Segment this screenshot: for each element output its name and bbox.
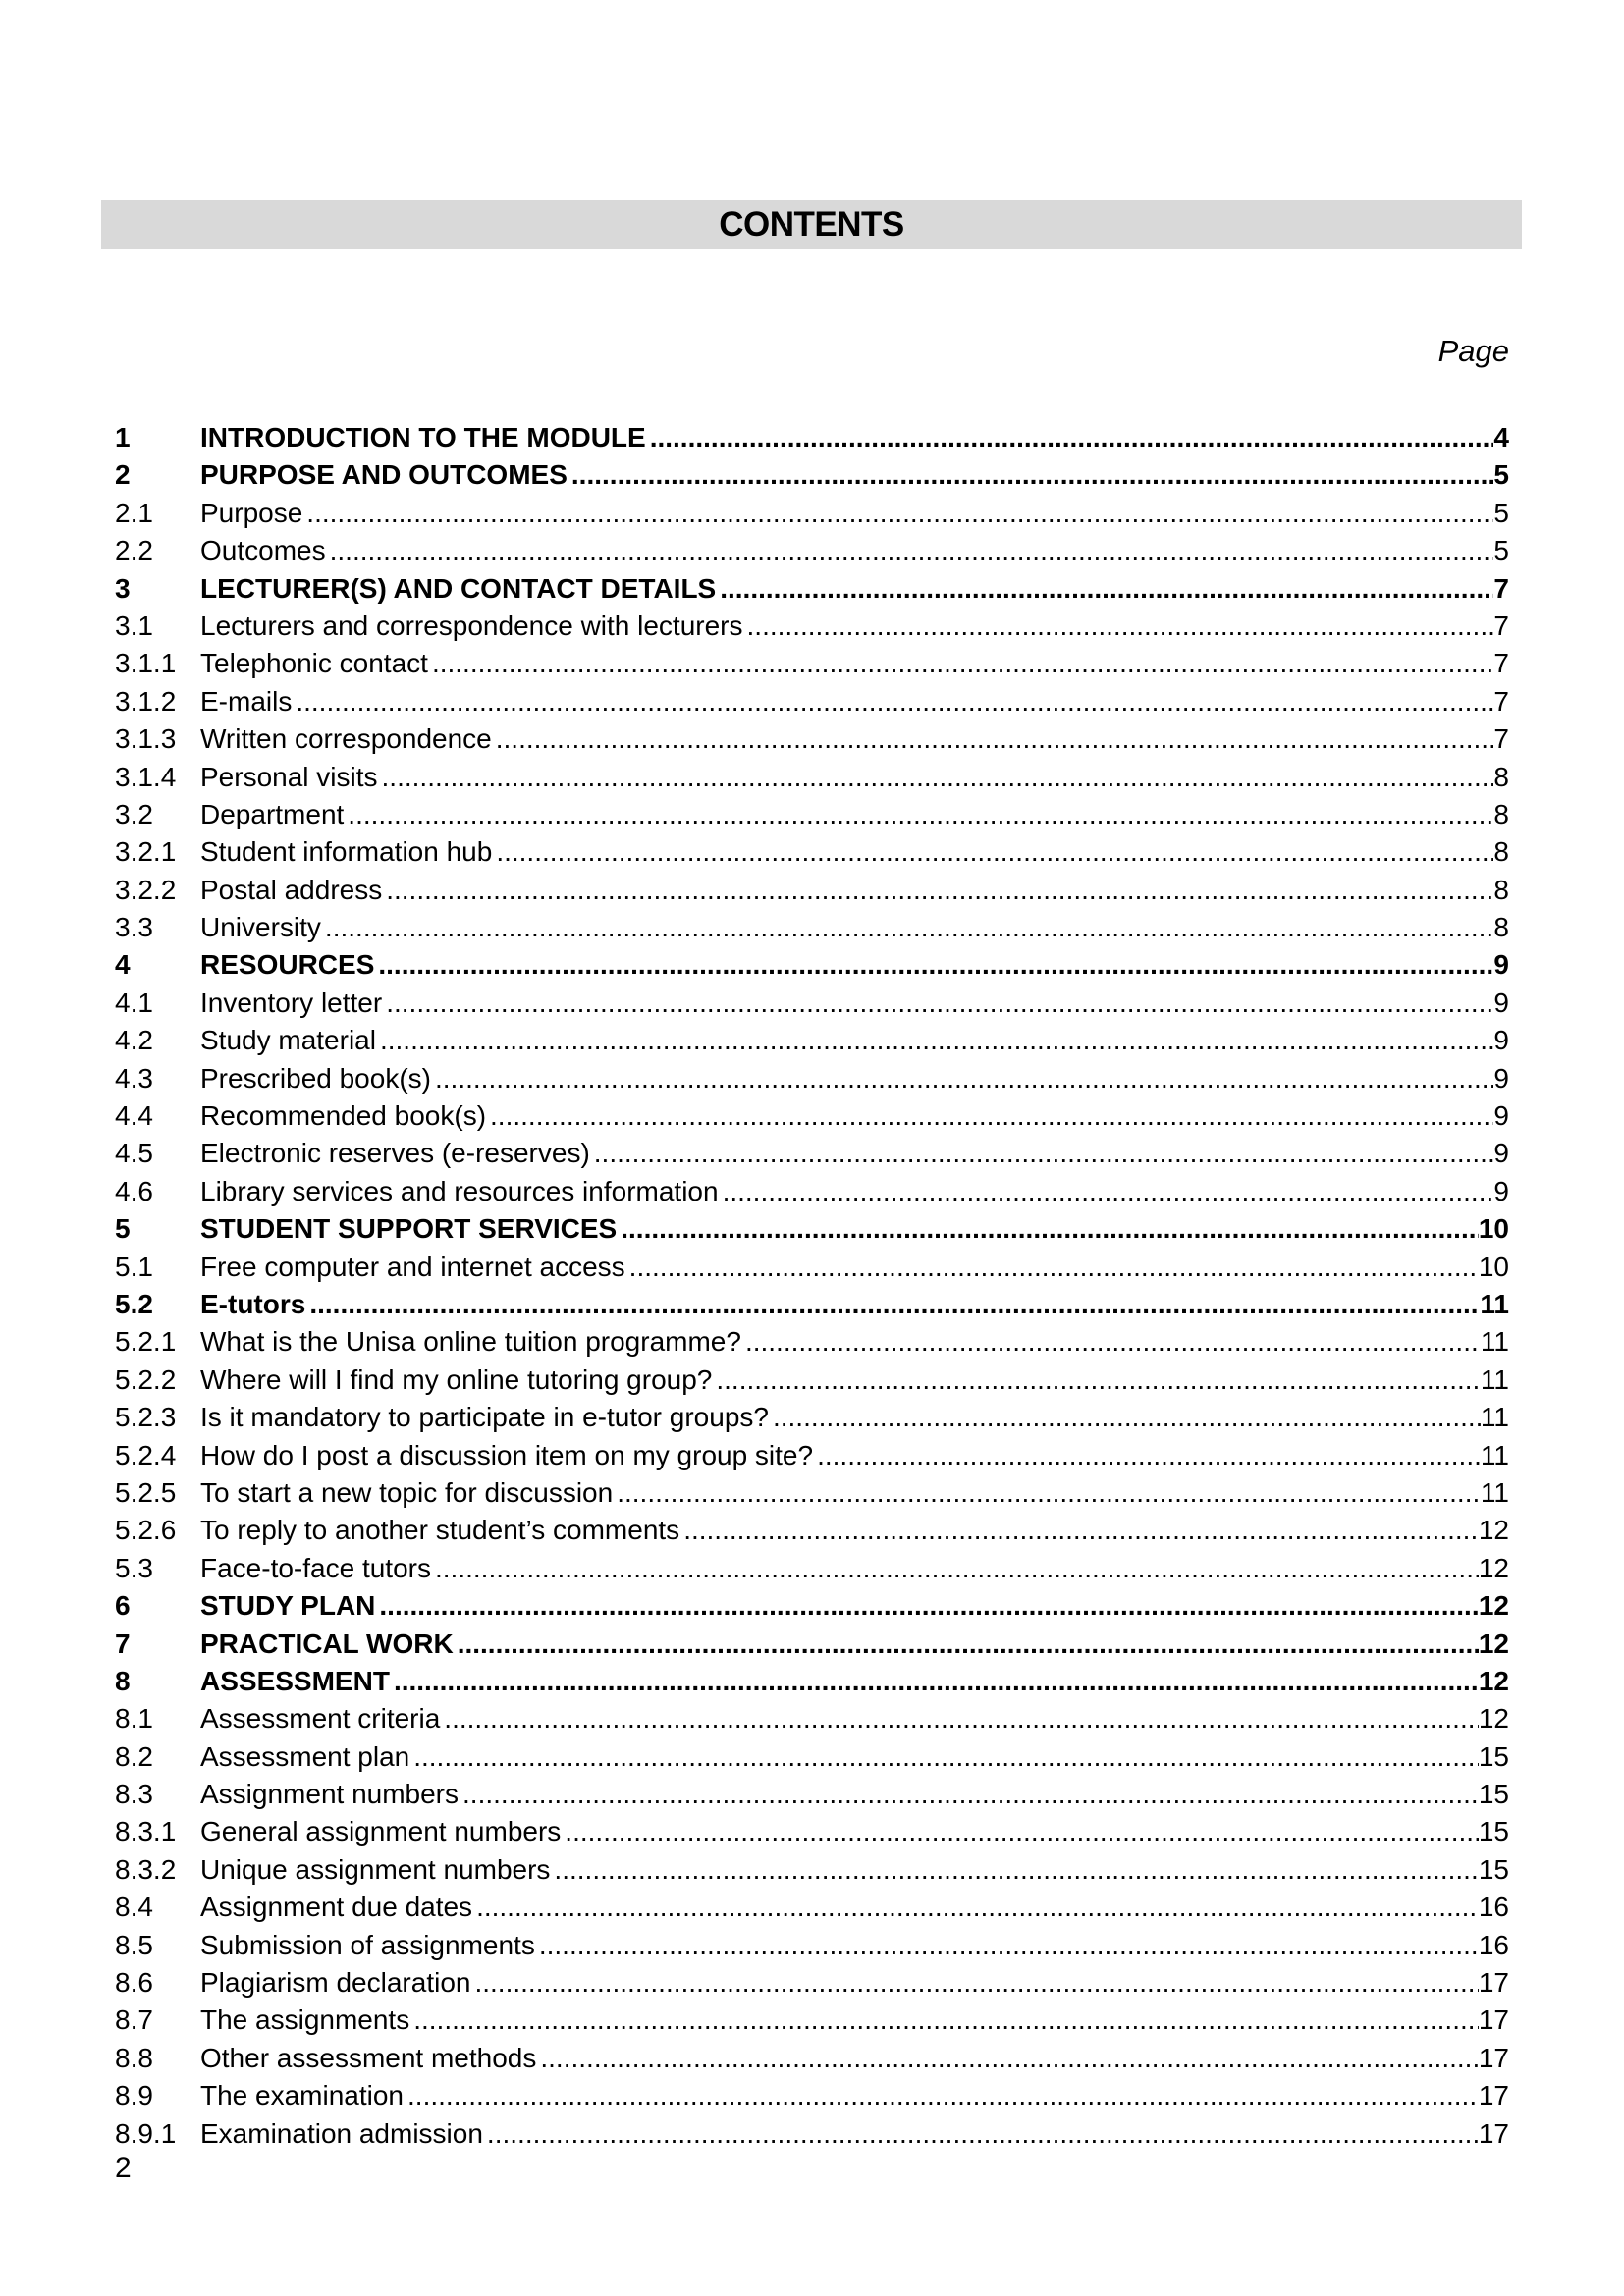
table-of-contents bbox=[115, 419, 1509, 2153]
toc-entry-page: 9 bbox=[1493, 949, 1509, 981]
toc-entry[interactable] bbox=[115, 1964, 1509, 2002]
toc-entry[interactable] bbox=[115, 833, 1509, 871]
toc-entry-title: PRACTICAL WORK bbox=[200, 1628, 454, 1659]
toc-entry[interactable] bbox=[115, 1210, 1509, 1248]
toc-entry-page: 8 bbox=[1493, 798, 1509, 829]
dot-leader bbox=[716, 570, 1493, 608]
page-title: CONTENTS bbox=[719, 205, 904, 243]
dot-leader bbox=[321, 909, 1494, 946]
toc-entry-number: 8.7 bbox=[115, 2004, 153, 2036]
toc-entry-number: 8.3 bbox=[115, 1779, 153, 1810]
toc-entry-number: 5.2.6 bbox=[115, 1515, 177, 1546]
toc-entry-page: 17 bbox=[1478, 2080, 1509, 2111]
toc-entry-number: 4.6 bbox=[115, 1175, 153, 1206]
toc-entry[interactable] bbox=[115, 2002, 1509, 2039]
toc-entry-title: Unique assignment numbers bbox=[200, 1853, 551, 1885]
toc-entry[interactable] bbox=[115, 796, 1509, 833]
toc-entry-title: Personal visits bbox=[200, 761, 378, 792]
toc-entry-number: 3.2.2 bbox=[115, 874, 177, 905]
toc-entry-page: 9 bbox=[1493, 1100, 1509, 1132]
toc-entry-number: 4.4 bbox=[115, 1100, 153, 1132]
toc-entry-title: The examination bbox=[200, 2080, 405, 2111]
toc-entry-number: 3.1.4 bbox=[115, 761, 177, 792]
toc-entry-number: 4.5 bbox=[115, 1138, 153, 1169]
toc-entry-number: 8.8 bbox=[115, 2042, 153, 2073]
toc-entry-page: 12 bbox=[1478, 1590, 1509, 1622]
dot-leader bbox=[409, 2002, 1479, 2039]
toc-entry[interactable] bbox=[115, 1437, 1509, 1474]
toc-entry-number: 5.3 bbox=[115, 1552, 153, 1583]
toc-entry-number: 8.5 bbox=[115, 1929, 153, 1960]
toc-entry-number: 4.3 bbox=[115, 1062, 153, 1094]
toc-entry-title: STUDY PLAN bbox=[200, 1590, 376, 1622]
toc-entry-title: Student information hub bbox=[200, 836, 493, 868]
toc-entry-title: Assessment plan bbox=[200, 1740, 410, 1772]
toc-entry-title: LECTURER(S) AND CONTACT DETAILS bbox=[200, 572, 717, 604]
toc-entry-title: University bbox=[200, 912, 321, 943]
toc-entry-number: 2 bbox=[115, 459, 131, 491]
toc-entry-title: Purpose bbox=[200, 497, 303, 528]
dot-leader bbox=[374, 946, 1493, 984]
toc-entry-page: 7 bbox=[1493, 610, 1509, 641]
toc-entry-number: 5.2.5 bbox=[115, 1476, 177, 1508]
page-column-label: Page bbox=[1437, 334, 1509, 368]
dot-leader bbox=[719, 1173, 1494, 1210]
dot-leader bbox=[404, 2077, 1479, 2114]
dot-leader bbox=[741, 1323, 1481, 1361]
toc-entry-number: 8.2 bbox=[115, 1740, 153, 1772]
toc-entry-page: 7 bbox=[1493, 648, 1509, 679]
toc-entry-title: E-tutors bbox=[200, 1288, 306, 1319]
toc-entry-page: 17 bbox=[1478, 2117, 1509, 2149]
dot-leader bbox=[561, 1813, 1479, 1850]
toc-entry-number: 3.3 bbox=[115, 912, 153, 943]
toc-entry-page: 12 bbox=[1478, 1515, 1509, 1546]
toc-entry[interactable] bbox=[115, 1362, 1509, 1399]
dot-leader bbox=[378, 759, 1494, 796]
toc-entry-page: 7 bbox=[1493, 723, 1509, 755]
toc-entry[interactable] bbox=[115, 985, 1509, 1022]
toc-entry-number: 2.2 bbox=[115, 535, 153, 566]
toc-entry[interactable] bbox=[115, 2115, 1509, 2153]
toc-entry[interactable] bbox=[115, 1738, 1509, 1776]
toc-entry-page: 4 bbox=[1493, 422, 1509, 453]
toc-entry-page: 15 bbox=[1478, 1779, 1509, 1810]
toc-entry-title: Is it mandatory to participate in e-tutor groups? bbox=[200, 1402, 769, 1433]
toc-entry-number: 7 bbox=[115, 1628, 131, 1659]
dot-leader bbox=[440, 1700, 1479, 1737]
toc-entry-page: 15 bbox=[1478, 1816, 1509, 1847]
toc-entry-page: 15 bbox=[1478, 1740, 1509, 1772]
toc-entry-title: Face-to-face tutors bbox=[200, 1552, 431, 1583]
toc-entry-title: E-mails bbox=[200, 685, 293, 717]
page-number: 2 bbox=[115, 2152, 132, 2184]
dot-leader bbox=[472, 1889, 1479, 1926]
dot-leader bbox=[409, 1738, 1479, 1776]
toc-entry[interactable] bbox=[115, 1776, 1509, 1813]
toc-entry-title: Submission of assignments bbox=[200, 1929, 535, 1960]
toc-entry[interactable] bbox=[115, 1323, 1509, 1361]
toc-entry-number: 3.1 bbox=[115, 610, 153, 641]
toc-entry-title: Telephonic contact bbox=[200, 648, 428, 679]
toc-entry-number: 5 bbox=[115, 1213, 131, 1245]
toc-entry-page: 16 bbox=[1478, 1892, 1509, 1923]
toc-entry[interactable] bbox=[115, 872, 1509, 909]
toc-entry-page: 9 bbox=[1493, 1175, 1509, 1206]
toc-entry[interactable] bbox=[115, 1663, 1509, 1700]
toc-entry-page: 12 bbox=[1478, 1703, 1509, 1735]
dot-leader bbox=[712, 1362, 1481, 1399]
toc-entry-title: Assessment criteria bbox=[200, 1703, 441, 1735]
dot-leader bbox=[492, 833, 1493, 871]
toc-entry[interactable] bbox=[115, 721, 1509, 758]
toc-entry[interactable] bbox=[115, 1626, 1509, 1663]
dot-leader bbox=[375, 1587, 1478, 1625]
toc-entry[interactable] bbox=[115, 1135, 1509, 1172]
dot-leader bbox=[326, 532, 1494, 569]
toc-entry-number: 8.1 bbox=[115, 1703, 153, 1735]
toc-entry[interactable] bbox=[115, 1587, 1509, 1625]
toc-entry-number: 3.2.1 bbox=[115, 836, 177, 868]
dot-leader bbox=[382, 985, 1493, 1022]
toc-entry[interactable] bbox=[115, 1474, 1509, 1512]
toc-entry[interactable] bbox=[115, 1550, 1509, 1587]
toc-entry[interactable] bbox=[115, 1097, 1509, 1135]
toc-entry-title: Assignment numbers bbox=[200, 1779, 460, 1810]
toc-entry[interactable] bbox=[115, 1249, 1509, 1286]
dot-leader bbox=[492, 721, 1494, 758]
toc-entry-title: General assignment numbers bbox=[200, 1816, 562, 1847]
toc-entry[interactable] bbox=[115, 1060, 1509, 1097]
toc-entry-number: 4 bbox=[115, 949, 131, 981]
toc-entry-number: 5.2.4 bbox=[115, 1439, 177, 1470]
toc-entry[interactable] bbox=[115, 1851, 1509, 1889]
toc-entry[interactable] bbox=[115, 608, 1509, 645]
dot-leader bbox=[536, 2040, 1478, 2077]
toc-entry-page: 8 bbox=[1493, 761, 1509, 792]
toc-entry-title: Other assessment methods bbox=[200, 2042, 537, 2073]
toc-entry-title: PURPOSE AND OUTCOMES bbox=[200, 459, 568, 491]
toc-entry-page: 17 bbox=[1478, 2004, 1509, 2036]
dot-leader bbox=[292, 683, 1493, 721]
toc-entry[interactable] bbox=[115, 1399, 1509, 1436]
toc-entry-number: 3.1.1 bbox=[115, 648, 177, 679]
toc-entry-title: Outcomes bbox=[200, 535, 326, 566]
toc-entry-title: Free computer and internet access bbox=[200, 1251, 625, 1282]
toc-entry-number: 8.9.1 bbox=[115, 2117, 177, 2149]
toc-entry-page: 7 bbox=[1493, 572, 1509, 604]
toc-entry-number: 5.2.3 bbox=[115, 1402, 177, 1433]
toc-entry-number: 5.1 bbox=[115, 1251, 153, 1282]
toc-entry[interactable] bbox=[115, 456, 1509, 494]
toc-entry-number: 3.1.3 bbox=[115, 723, 177, 755]
toc-entry-title: Assignment due dates bbox=[200, 1892, 473, 1923]
toc-entry-title: STUDENT SUPPORT SERVICES bbox=[200, 1213, 618, 1245]
toc-entry-page: 8 bbox=[1493, 912, 1509, 943]
toc-entry[interactable] bbox=[115, 1173, 1509, 1210]
toc-entry-title: Electronic reserves (e-reserves) bbox=[200, 1138, 590, 1169]
dot-leader bbox=[431, 1550, 1479, 1587]
toc-entry-title: To start a new topic for discussion bbox=[200, 1476, 614, 1508]
toc-entry-page: 11 bbox=[1480, 1363, 1509, 1395]
dot-leader bbox=[550, 1851, 1478, 1889]
dot-leader bbox=[743, 608, 1494, 645]
dot-leader bbox=[305, 1286, 1480, 1323]
dot-leader bbox=[390, 1663, 1479, 1700]
dot-leader bbox=[470, 1964, 1478, 2002]
toc-entry-number: 8.4 bbox=[115, 1892, 153, 1923]
toc-entry[interactable] bbox=[115, 1512, 1509, 1549]
toc-entry-title: Where will I find my online tutoring group? bbox=[200, 1363, 713, 1395]
toc-entry-number: 4.2 bbox=[115, 1025, 153, 1056]
toc-entry-title: Department bbox=[200, 798, 345, 829]
toc-entry-page: 8 bbox=[1493, 874, 1509, 905]
toc-entry-number: 6 bbox=[115, 1590, 131, 1622]
toc-entry-page: 15 bbox=[1478, 1853, 1509, 1885]
dot-leader bbox=[813, 1437, 1481, 1474]
toc-entry-page: 5 bbox=[1493, 497, 1509, 528]
toc-entry-page: 12 bbox=[1478, 1628, 1509, 1659]
dot-leader bbox=[617, 1210, 1479, 1248]
toc-entry-number: 8.9 bbox=[115, 2080, 153, 2111]
toc-entry-title: How do I post a discussion item on my group site? bbox=[200, 1439, 814, 1470]
toc-entry-page: 9 bbox=[1493, 1138, 1509, 1169]
toc-entry-number: 8.3.2 bbox=[115, 1853, 177, 1885]
toc-entry[interactable] bbox=[115, 759, 1509, 796]
dot-leader bbox=[769, 1399, 1481, 1436]
toc-entry-title: What is the Unisa online tuition programme? bbox=[200, 1326, 741, 1358]
toc-entry[interactable] bbox=[115, 1286, 1509, 1323]
dot-leader bbox=[568, 456, 1494, 494]
toc-entry-title: Library services and resources information bbox=[200, 1175, 719, 1206]
toc-entry-title: Examination admission bbox=[200, 2117, 483, 2149]
toc-entry-page: 11 bbox=[1480, 1476, 1509, 1508]
dot-leader bbox=[459, 1776, 1479, 1813]
toc-entry-number: 8.3.1 bbox=[115, 1816, 177, 1847]
toc-entry-page: 5 bbox=[1493, 535, 1509, 566]
toc-entry-page: 10 bbox=[1478, 1213, 1509, 1245]
toc-entry-page: 8 bbox=[1493, 836, 1509, 868]
toc-entry[interactable] bbox=[115, 946, 1509, 984]
toc-entry-page: 12 bbox=[1478, 1552, 1509, 1583]
toc-entry-page: 17 bbox=[1478, 1967, 1509, 1999]
toc-entry-number: 8.6 bbox=[115, 1967, 153, 1999]
toc-entry-number: 8 bbox=[115, 1665, 131, 1696]
dot-leader bbox=[625, 1249, 1479, 1286]
toc-entry[interactable] bbox=[115, 683, 1509, 721]
toc-entry[interactable] bbox=[115, 1700, 1509, 1737]
toc-entry[interactable] bbox=[115, 532, 1509, 569]
toc-entry[interactable] bbox=[115, 419, 1509, 456]
dot-leader bbox=[302, 495, 1493, 532]
toc-entry-number: 3.2 bbox=[115, 798, 153, 829]
toc-entry-page: 11 bbox=[1480, 1288, 1509, 1319]
toc-entry-title: RESOURCES bbox=[200, 949, 375, 981]
toc-entry-number: 5.2 bbox=[115, 1288, 153, 1319]
toc-entry[interactable] bbox=[115, 2040, 1509, 2077]
dot-leader bbox=[344, 796, 1493, 833]
dot-leader bbox=[431, 1060, 1493, 1097]
toc-entry-title: Written correspondence bbox=[200, 723, 492, 755]
toc-entry-page: 9 bbox=[1493, 987, 1509, 1018]
toc-entry-page: 16 bbox=[1478, 1929, 1509, 1960]
toc-entry-title: Lecturers and correspondence with lecturers bbox=[200, 610, 743, 641]
toc-entry-title: INTRODUCTION TO THE MODULE bbox=[200, 422, 646, 453]
toc-entry[interactable] bbox=[115, 2077, 1509, 2114]
dot-leader bbox=[613, 1474, 1481, 1512]
toc-entry-page: 11 bbox=[1480, 1326, 1509, 1358]
toc-entry-number: 2.1 bbox=[115, 497, 153, 528]
toc-entry-title: Inventory letter bbox=[200, 987, 383, 1018]
toc-entry-page: 9 bbox=[1493, 1025, 1509, 1056]
toc-entry[interactable] bbox=[115, 1813, 1509, 1850]
toc-entry-page: 11 bbox=[1480, 1439, 1509, 1470]
toc-entry[interactable] bbox=[115, 1022, 1509, 1059]
dot-leader bbox=[590, 1135, 1494, 1172]
toc-entry-title: To reply to another student’s comments bbox=[200, 1515, 680, 1546]
toc-entry-page: 5 bbox=[1493, 459, 1509, 491]
toc-entry[interactable] bbox=[115, 495, 1509, 532]
dot-leader bbox=[376, 1022, 1493, 1059]
toc-entry-page: 7 bbox=[1493, 685, 1509, 717]
toc-entry-title: Prescribed book(s) bbox=[200, 1062, 431, 1094]
toc-entry[interactable] bbox=[115, 645, 1509, 682]
toc-entry-number: 3 bbox=[115, 572, 131, 604]
toc-entry-number: 5.2.1 bbox=[115, 1326, 177, 1358]
toc-entry-title: The assignments bbox=[200, 2004, 410, 2036]
toc-entry-title: Postal address bbox=[200, 874, 383, 905]
dot-leader bbox=[454, 1626, 1479, 1663]
toc-entry-page: 9 bbox=[1493, 1062, 1509, 1094]
toc-entry-page: 11 bbox=[1480, 1402, 1509, 1433]
dot-leader bbox=[646, 419, 1494, 456]
dot-leader bbox=[486, 1097, 1493, 1135]
dot-leader bbox=[679, 1512, 1479, 1549]
toc-entry-number: 1 bbox=[115, 422, 131, 453]
toc-entry[interactable] bbox=[115, 909, 1509, 946]
toc-entry[interactable] bbox=[115, 1927, 1509, 1964]
dot-leader bbox=[382, 872, 1493, 909]
toc-entry-number: 5.2.2 bbox=[115, 1363, 177, 1395]
toc-entry-page: 10 bbox=[1478, 1251, 1509, 1282]
toc-entry-page: 17 bbox=[1478, 2042, 1509, 2073]
toc-entry-title: ASSESSMENT bbox=[200, 1665, 390, 1696]
toc-entry-title: Recommended book(s) bbox=[200, 1100, 487, 1132]
toc-entry-number: 4.1 bbox=[115, 987, 153, 1018]
toc-entry[interactable] bbox=[115, 1889, 1509, 1926]
dot-leader bbox=[428, 645, 1493, 682]
toc-entry-number: 3.1.2 bbox=[115, 685, 177, 717]
toc-entry-title: Plagiarism declaration bbox=[200, 1967, 471, 1999]
dot-leader bbox=[535, 1927, 1479, 1964]
toc-entry-page: 12 bbox=[1478, 1665, 1509, 1696]
toc-entry-title: Study material bbox=[200, 1025, 376, 1056]
dot-leader bbox=[483, 2115, 1479, 2153]
toc-entry[interactable] bbox=[115, 570, 1509, 608]
contents-heading-bar bbox=[101, 200, 1522, 249]
